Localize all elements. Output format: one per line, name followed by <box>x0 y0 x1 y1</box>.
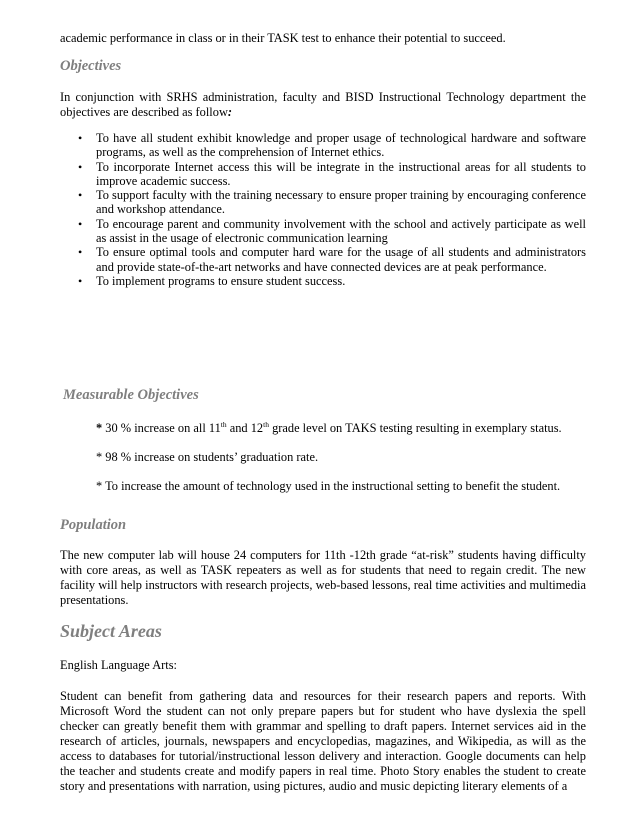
objectives-intro <box>60 90 586 120</box>
population-heading: Population <box>60 517 127 533</box>
superscript-th: th <box>263 420 269 429</box>
bullet-icon: • <box>78 188 83 203</box>
objective-text: To ensure optimal tools and computer hard ware for the usage of all students and administrators and provide state-of-the-art networks and have connected devices are at peak performance. <box>96 245 586 274</box>
star-marker: * <box>96 421 103 435</box>
objective-text: To incorporate Internet access this will be integrate in the instructional areas for all students to improve academic success. <box>96 159 586 188</box>
objective-item <box>60 188 586 216</box>
bullet-icon: • <box>78 159 83 174</box>
objective-text: To implement programs to ensure student success. <box>96 273 346 288</box>
bullet-icon: • <box>78 245 83 260</box>
bullet-icon: • <box>78 216 83 231</box>
objective-text: To have all student exhibit knowledge and proper usage of technological hardware and software programs, as well as the comprehension of Internet ethics. <box>96 131 586 160</box>
measurable-item-3: * To increase the amount of technology used in the instructional setting to benefit the student. <box>96 479 561 493</box>
objective-item <box>60 245 586 273</box>
measurable-item-2: * 98 % increase on students’ graduation rate. <box>96 450 319 464</box>
bullet-icon: • <box>78 131 83 145</box>
objective-item <box>60 160 586 188</box>
subject-areas-heading: Subject Areas <box>60 621 162 641</box>
measurable-objectives-heading: Measurable Objectives <box>63 387 199 403</box>
objective-item <box>60 217 586 245</box>
population-text: The new computer lab will house 24 computers for 11th -12th grade “at-risk” students having difficulty with core areas, as well as TASK repeaters as well as for students that need to regain credit. The new facility will help instructors with research projects, web-based lessons, real time activities and multimedia presentations. <box>60 548 586 607</box>
measurable-text-a: 30 % increase on all 11 <box>102 421 221 435</box>
objectives-heading: Objectives <box>60 58 122 74</box>
subject-areas-subheading: English Language Arts: <box>60 658 178 672</box>
intro-line: academic performance in class or in their TASK test to enhance their potential to succeed. <box>60 31 506 45</box>
subject-areas-text: Student can benefit from gathering data and resources for their research papers and reports. With Microsoft Word the student can not only prepare papers but for student who have dyslexia the spell checker can greatly benefit them with grammar and spelling to draft papers. Internet services aid in the research of articles, journals, newspapers and encyclopedias, magazines, and Wikipedia, as will as the access to databases for tutorial/instructional lesson delivery and interaction. Google documents can help the teacher and students create and modify papers in real time. Photo Story enables the student to create story and presentations with narration, using pictures, audio and music depicting literary elements of a <box>60 689 586 793</box>
measurable-text-c: grade level on TAKS testing resulting in exemplary status. <box>268 421 562 435</box>
objective-text: To encourage parent and community involvement with the school and actively participate as well as assist in the usage of electronic communication learning <box>96 216 586 245</box>
objectives-intro-text: In conjunction with SRHS administration, faculty and BISD Instructional Technology department the objectives are described as follow <box>60 90 586 119</box>
objectives-list <box>60 131 586 288</box>
bullet-icon: • <box>78 273 83 288</box>
objective-item <box>60 131 586 159</box>
objective-item <box>60 274 586 288</box>
measurable-text-b: and 12 <box>226 421 264 435</box>
objective-text: To support faculty with the training necessary to ensure proper training by encouraging conference and workshop attendance. <box>96 188 586 217</box>
measurable-item-1 <box>96 421 586 436</box>
superscript-th: th <box>220 420 227 429</box>
objectives-intro-colon: : <box>227 105 233 119</box>
